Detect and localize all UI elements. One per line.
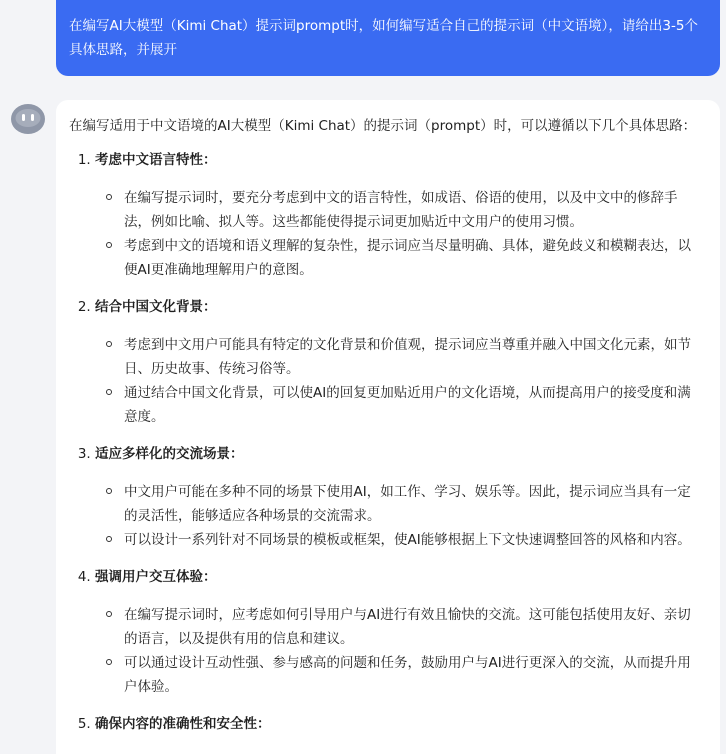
point-list: [95, 333, 702, 429]
section-title: 2. 结合中国文化背景：: [95, 299, 217, 315]
point-item: 中文用户可能在多种不同的场景下使用AI，如工作、学习、娱乐等。因此，提示词应当具有一定的灵活性，能够适应各种场景的交流需求。: [124, 480, 702, 528]
section-title: 5. 确保内容的准确性和安全性：: [95, 716, 271, 732]
section-item: [95, 295, 702, 429]
point-item: 在编写提示词时，要充分考虑到中文的语言特性，如成语、俗语的使用，以及中文中的修辞手法，例如比喻、拟人等。这些都能使得提示词更加贴近中文用户的使用习惯。: [124, 186, 702, 234]
point-item: 考虑到中文用户可能具有特定的文化背景和价值观，提示词应当尊重并融入中国文化元素，如节日、历史故事、传统习俗等。: [124, 333, 702, 381]
section-item: [95, 148, 702, 282]
section-item: [95, 565, 702, 699]
assistant-message-card: [56, 100, 720, 754]
point-list: [95, 186, 702, 282]
section-item: [95, 712, 702, 736]
section-item: [95, 442, 702, 552]
point-item: 通过结合中国文化背景，可以使AI的回复更加贴近用户的文化语境，从而提高用户的接受度和满意度。: [124, 381, 702, 429]
user-message-bubble: [56, 0, 720, 76]
point-item: 可以通过设计互动性强、参与感高的问题和任务，鼓励用户与AI进行更深入的交流，从而提升用户体验。: [124, 651, 702, 699]
point-item: 考虑到中文的语境和语义理解的复杂性，提示词应当尽量明确、具体，避免歧义和模糊表达，以便AI更准确地理解用户的意图。: [124, 234, 702, 282]
bot-avatar-icon: [10, 102, 46, 136]
point-list: [95, 603, 702, 699]
section-title: 3. 适应多样化的交流场景：: [95, 446, 244, 462]
section-title: 1. 考虑中文语言特性：: [95, 152, 217, 168]
section-title: 4. 强调用户交互体验：: [95, 569, 217, 585]
user-message-text: 在编写AI大模型（Kimi Chat）提示词prompt时，如何编写适合自己的提示词（中文语境），请给出3-5个具体思路，并展开: [69, 18, 698, 58]
section-list: [69, 148, 702, 736]
point-item: 可以设计一系列针对不同场景的模板或框架，使AI能够根据上下文快速调整回答的风格和内容。: [124, 528, 702, 552]
assistant-intro: 在编写适用于中文语境的AI大模型（Kimi Chat）的提示词（prompt）时，可以遵循以下几个具体思路：: [69, 118, 697, 134]
point-list: [95, 480, 702, 552]
point-item: 在编写提示词时，应考虑如何引导用户与AI进行有效且愉快的交流。这可能包括使用友好、亲切的语言，以及提供有用的信息和建议。: [124, 603, 702, 651]
